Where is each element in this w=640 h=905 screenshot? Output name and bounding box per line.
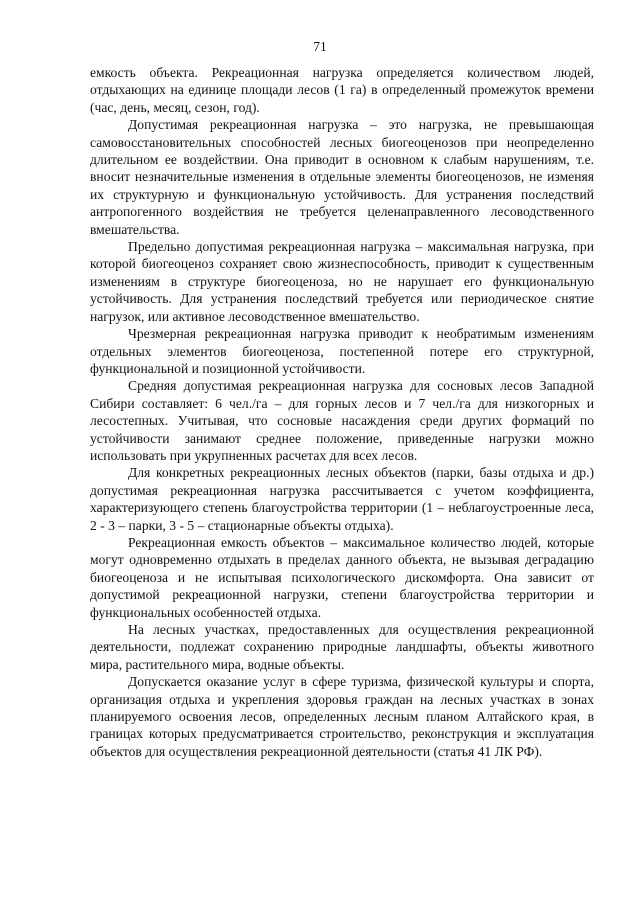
body-text [90, 64, 594, 760]
paragraph-4: Чрезмерная рекреационная нагрузка приводит к необратимым изменениям отдельных элементов биогеоценоза, постепенной потере его структурной, функциональной и позиционной устойчивости. [90, 326, 594, 376]
paragraph-2: Допустимая рекреационная нагрузка – это нагрузка, не превышающая самовосстановительных способностей лесных биогеоценозов при неопределенно длительном ее воздействии. Она приводит в основном к слабым нарушениям, т.е. вносит незначительные изменения в отдельные элементы биогеоценозов, не изменяя их структурную и функциональную устойчивость. Для устранения последствий антропогенного воздействия не требуется целенаправленного лесоводственного вмешательства. [90, 117, 594, 237]
page-number: 71 [313, 39, 327, 54]
paragraph-5: Средняя допустимая рекреационная нагрузка для сосновых лесов Западной Сибири составляет: 6 чел./га – для горных лесов и 7 чел./га для низкогорных и лесостепных. Учитывая, что сосновые насаждения среди других формаций по устойчивости занимают среднее положение, приведенные нагрузки можно использовать при укрупненных расчетах для всех лесов. [90, 378, 594, 463]
paragraph-1: емкость объекта. Рекреационная нагрузка определяется количеством людей, отдыхающих на единице площади лесов (1 га) в определенный промежуток времени (час, день, месяц, сезон, год). [90, 65, 594, 115]
paragraph-9: Допускается оказание услуг в сфере туризма, физической культуры и спорта, организация отдыха и укрепления здоровья граждан на лесных участках в зонах планируемого освоения лесов, определенных лесным планом Алтайского края, в границах которых предусматривается строительство, реконструкция и эксплуатация объектов для осуществления рекреационной деятельности (статья 41 ЛК РФ). [90, 674, 594, 759]
paragraph-3: Предельно допустимая рекреационная нагрузка – максимальная нагрузка, при которой биогеоценоз сохраняет свою жизнеспособность, приводит к существенным изменениям в структуре биогеоценоза, но не нарушает его функциональную устойчивость. Для устранения последствий требуется или периодическое снятие нагрузок, или активное лесоводственное вмешательство. [90, 239, 594, 324]
paragraph-6: Для конкретных рекреационных лесных объектов (парки, базы отдыха и др.) допустимая рекреационная нагрузка рассчитывается с учетом коэффициента, характеризующего степень благоустройства территории (1 – неблагоустроенные леса, 2 - 3 – парки, 3 - 5 – стационарные объекты отдыха). [90, 465, 594, 533]
paragraph-7: Рекреационная емкость объектов – максимальное количество людей, которые могут одновременно отдыхать в пределах данного объекта, не вызывая деградацию биогеоценоза и не испытывая психологического дискомфорта. Она зависит от допустимой рекреационной нагрузки, степени благоустройства территории и функциональных особенностей отдыха. [90, 534, 594, 620]
paragraph-8: На лесных участках, предоставленных для осуществления рекреационной деятельности, подлежат сохранению природные ландшафты, объекты животного мира, растительного мира, водные объекты. [90, 622, 594, 672]
